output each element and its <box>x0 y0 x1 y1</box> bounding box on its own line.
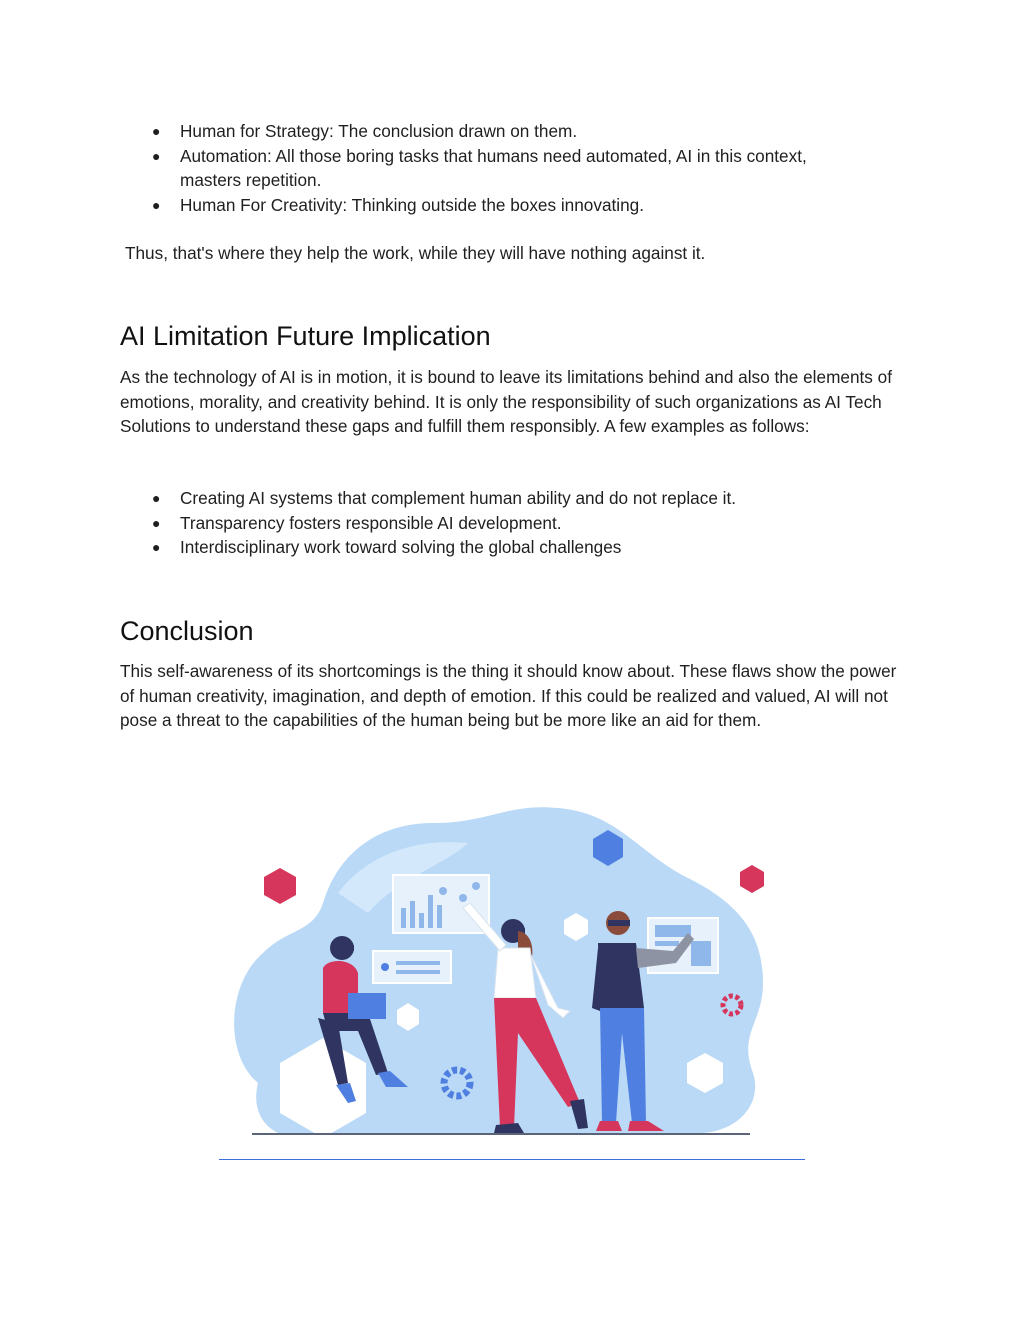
dashboard-block <box>655 925 691 937</box>
section-heading-conclusion: Conclusion <box>120 616 254 646</box>
chart-bar <box>401 908 406 928</box>
limitation-paragraph: As the technology of AI is in motion, it is bound to leave its limitations behind and also the elements of emotions, morality, and creativity behind. It is only the responsibility of such organizations as AI Tech Solutions to understand these gaps and fulfill them responsibly. A few examples as follows: <box>120 367 892 436</box>
list-item-text: Automation: All those boring tasks that humans need automated, AI in this context, masters repetition. <box>180 145 807 190</box>
chart-bar <box>437 905 442 928</box>
chart-bar <box>410 901 415 928</box>
panel-line <box>396 961 440 965</box>
red-hexagon-icon <box>264 868 296 904</box>
limitation-bullet-list <box>0 486 1024 560</box>
panel-line <box>396 970 440 974</box>
list-item <box>0 486 870 511</box>
red-hexagon-small-icon <box>740 865 764 893</box>
list-item-text: Human For Creativity: Thinking outside the boxes innovating. <box>180 194 644 215</box>
vr-teamwork-illustration <box>218 783 808 1143</box>
list-item-text: Transparency fosters responsible AI development. <box>180 512 562 533</box>
top-bullet-list <box>0 119 1024 217</box>
bullet-icon: ● <box>152 490 161 506</box>
conclusion-paragraph: This self-awareness of its shortcomings is the thing it should know about. These flaws show the power of human creativity, imagination, and depth of emotion. If this could be realized and valued, AI will not pose a threat to the capabilities of the human being but be more like an aid for them. <box>120 661 897 730</box>
summary-paragraph: Thus, that's where they help the work, while they will have nothing against it. <box>125 243 706 263</box>
list-item <box>0 144 870 193</box>
dashboard-block <box>691 941 711 966</box>
node-dot <box>439 887 447 895</box>
list-item <box>0 535 870 560</box>
chart-bar <box>419 913 424 928</box>
list-item <box>0 511 870 536</box>
bullet-icon: ● <box>152 539 161 555</box>
list-item <box>0 193 870 218</box>
list-item-text: Human for Strategy: The conclusion drawn on them. <box>180 121 578 141</box>
node-dot <box>459 894 467 902</box>
bullet-icon: ● <box>152 123 161 139</box>
chart-bar <box>428 895 433 928</box>
bullet-icon: ● <box>152 147 161 164</box>
bullet-icon: ● <box>152 196 161 213</box>
panel-dot <box>381 963 389 971</box>
list-item-text: Interdisciplinary work toward solving the global challenges <box>180 537 622 557</box>
list-item-text: Creating AI systems that complement human ability and do not replace it. <box>180 488 737 508</box>
horizontal-rule <box>219 1159 805 1160</box>
section-heading-limitation: AI Limitation Future Implication <box>120 321 491 351</box>
list-item <box>0 119 870 144</box>
node-dot <box>472 882 480 890</box>
bullet-icon: ● <box>152 514 161 531</box>
dashboard-block <box>655 941 679 946</box>
